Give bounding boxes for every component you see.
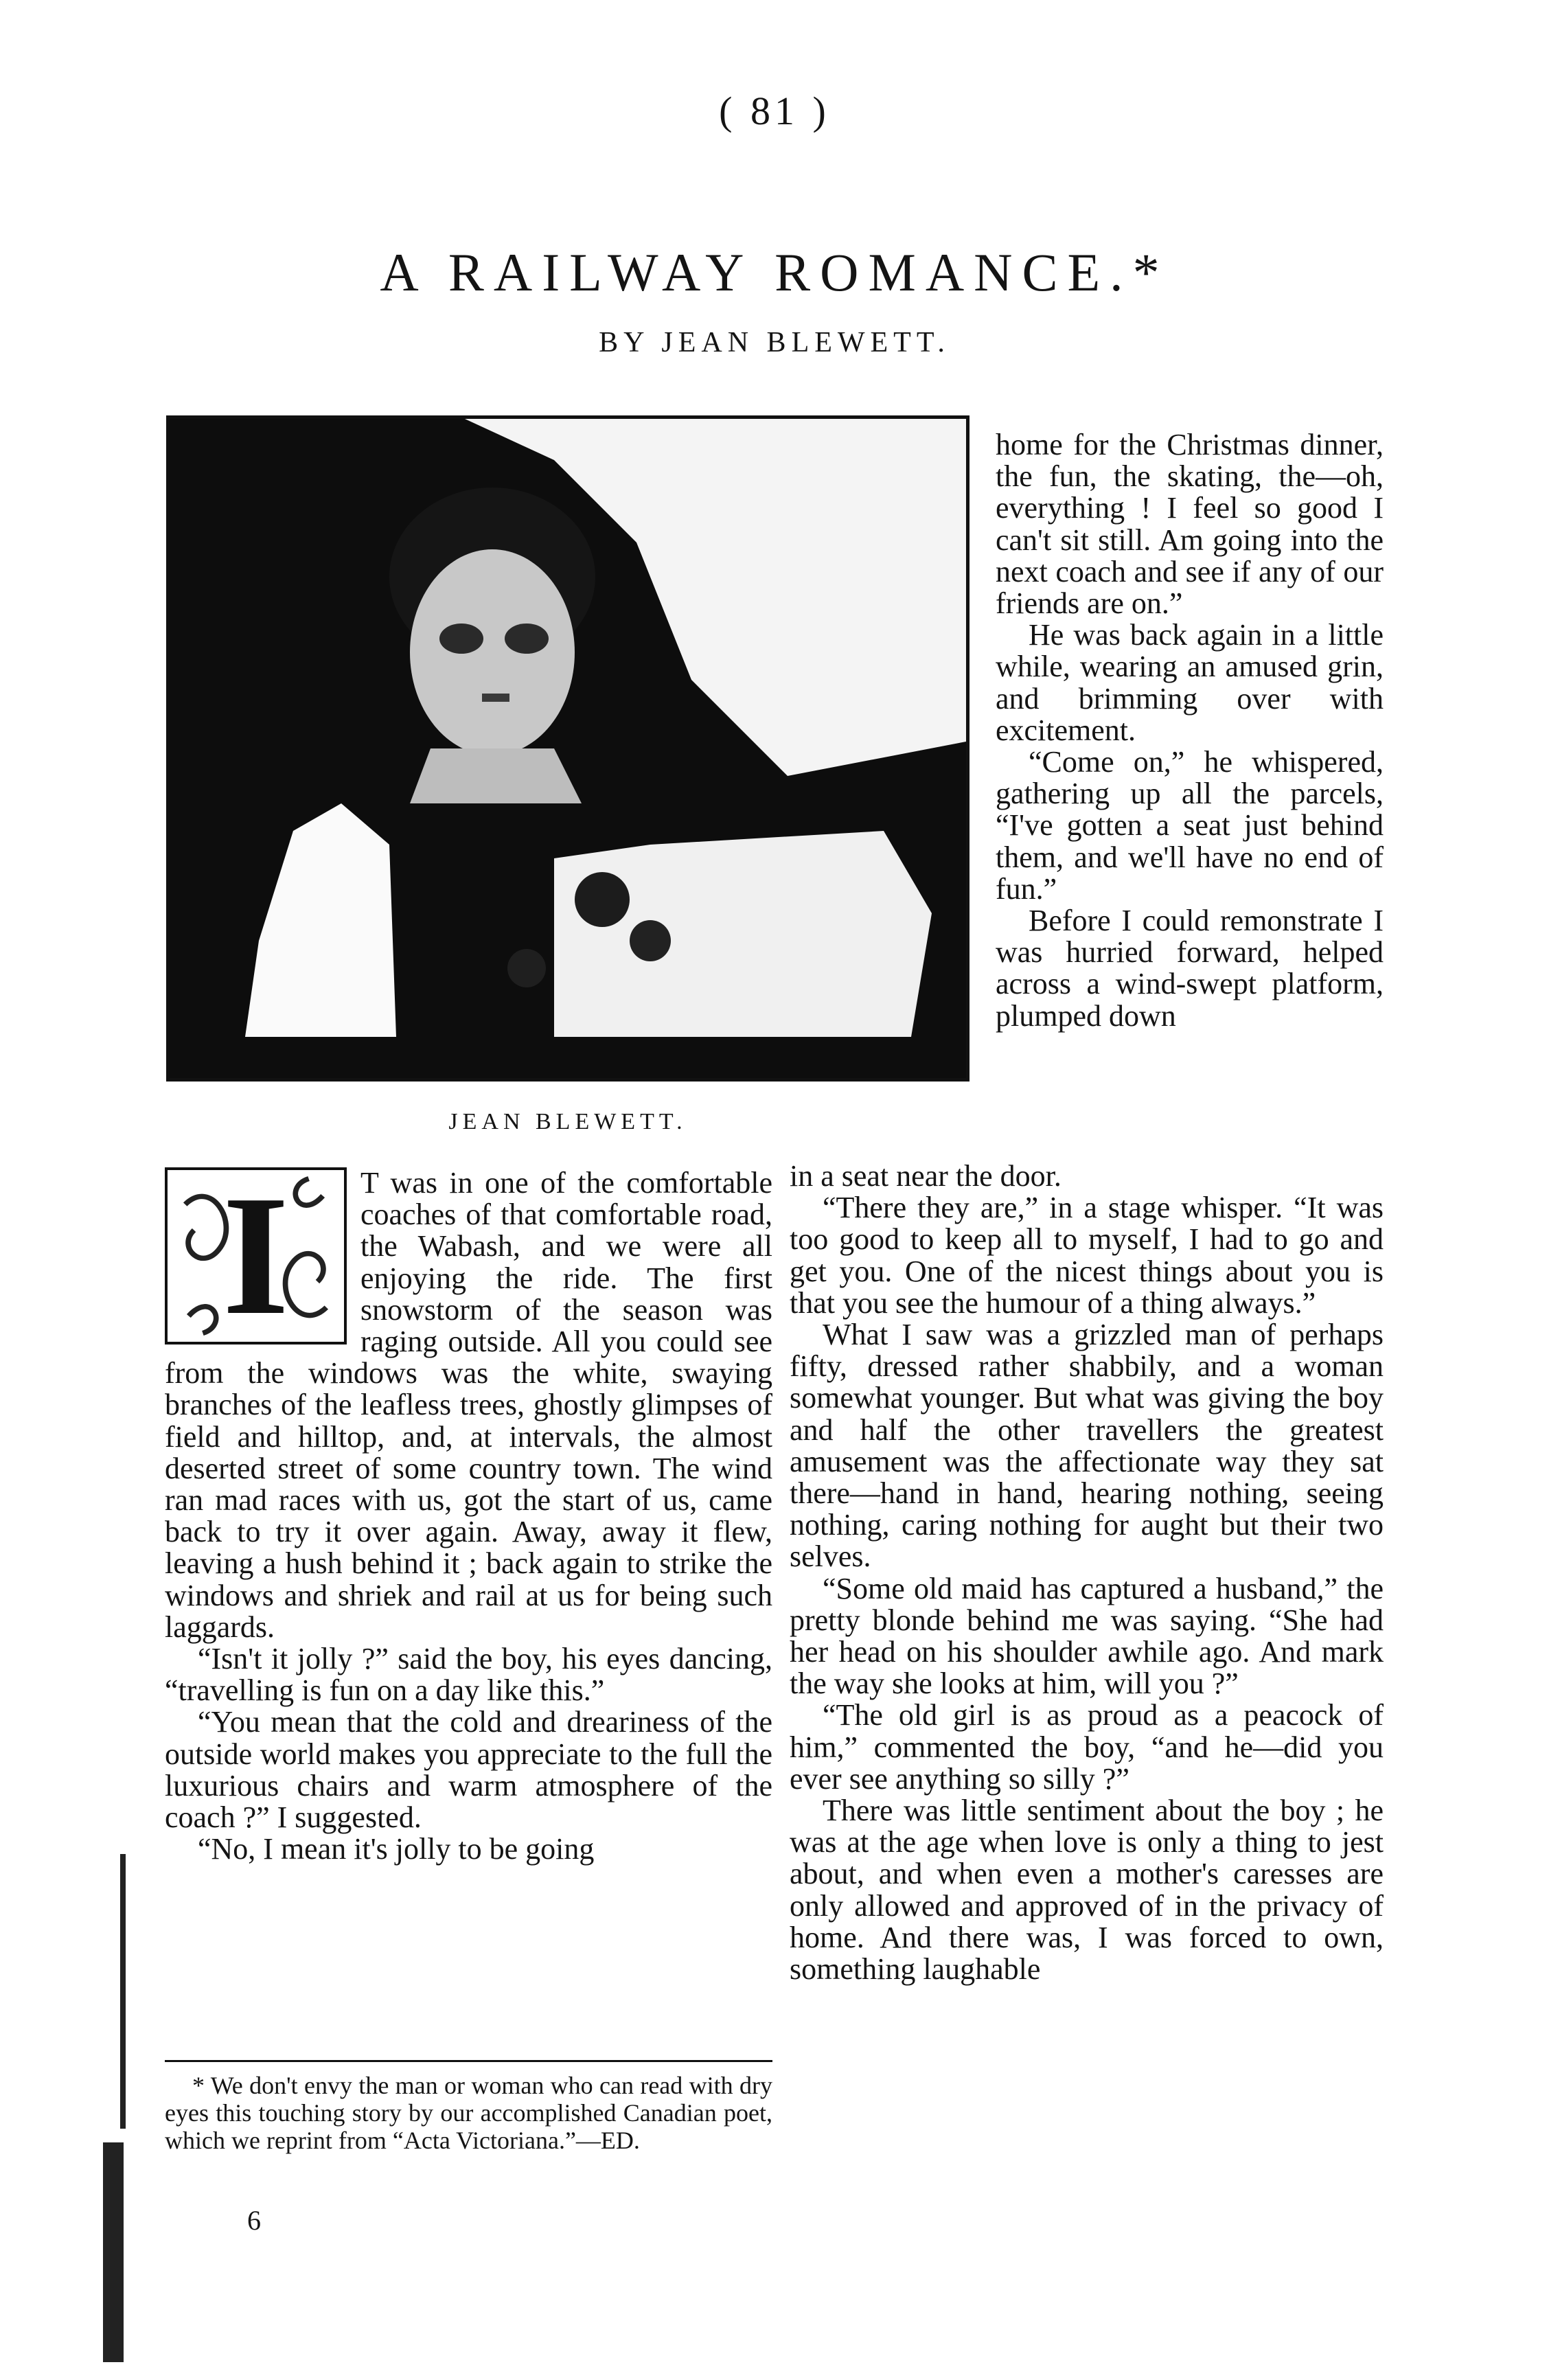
left-column <box>165 1160 772 1866</box>
scan-edge-mark <box>103 2142 124 2362</box>
paragraph: Before I could remonstrate I was hurried forward, helped across a wind-swept platform, plumped down <box>996 904 1384 1033</box>
paragraph: He was back again in a little while, wearing an amused grin, and brimming over with excitement. <box>996 618 1384 747</box>
scan-edge-mark <box>120 1854 126 2129</box>
paragraph: “You mean that the cold and dreariness of the outside world makes you appreciate to the full the luxurious chairs and warm atmosphere of the coach ?” I suggested. <box>165 1705 772 1835</box>
paragraph: What I saw was a grizzled man of perhaps fifty, dressed rather shabbily, and a woman somewhat younger. But what was giving the boy and half the other travellers the greatest amusement was the affectionate way they sat there—hand in hand, hearing nothing, seeing nothing, caring nothing for aught but their two selves. <box>790 1318 1384 1574</box>
paragraph: “Isn't it jolly ?” said the boy, his eyes dancing, “travelling is fun on a day like this.” <box>165 1642 772 1708</box>
footnote <box>165 2060 772 2154</box>
right-column-top <box>996 429 1384 1032</box>
signature-mark: 6 <box>247 2205 261 2236</box>
opening-paragraph: T was in one of the comfortable coaches of that comfortable road, the Wabash, and we were all enjoying the ride. The first snowstorm of the season was raging outside. All you could see from the windows was the white, swaying branches of the leafless trees, ghostly glimpses of field and hilltop, and, at intervals, the almost deserted street of some country town. The wind ran mad races with us, got the start of us, came back to try it over again. Away, away it flew, leaving a hush behind it ; back again to strike the windows and shriek and rail at us for being such laggards. <box>165 1166 772 1644</box>
paragraph: home for the Christmas dinner, the fun, the skating, the—oh, everything ! I feel so good I can't sit still. Am going into the next coach and see if any of our friends are on.” <box>996 428 1384 621</box>
byline: BY JEAN BLEWETT. <box>599 327 950 358</box>
paragraph: “Some old maid has captured a husband,” the pretty blonde behind me was saying. “She had her head on his shoulder awhile ago. And mark the way she looks at him, will you ?” <box>790 1571 1384 1701</box>
paragraph: in a seat near the door. <box>790 1159 1062 1193</box>
right-column <box>790 1160 1384 1985</box>
article-title: A RAILWAY ROMANCE.* <box>380 242 1169 302</box>
drop-cap-letter: I <box>222 1160 290 1351</box>
paragraph: “There they are,” in a stage whisper. “It was too good to keep all to myself, I had to go and get you. One of the nicest things about you is that you see the humour of a thing always.” <box>790 1191 1384 1320</box>
paragraph: “The old girl is as proud as a peacock of him,” commented the boy, “and he—did you ever see anything so silly ?” <box>790 1698 1384 1796</box>
paragraph: “Come on,” he whispered, gathering up all the parcels, “I've gotten a seat just behind them, and we'll have no end of fun.” <box>996 745 1384 906</box>
footnote-text: * We don't envy the man or woman who can read with dry eyes this touching story by our accomplished Canadian poet, which we reprint from “Acta Victoriana.”—ED. <box>165 2072 772 2154</box>
page-number: ( 81 ) <box>719 89 830 133</box>
drop-cap <box>165 1160 347 1351</box>
paragraph: There was little sentiment about the boy ; he was at the age when love is only a thing to jest about, and when even a mother's caresses are only allowed and approved of in the privacy of home. And there was, I was forced to own, something laughable <box>790 1794 1384 1987</box>
portrait-photo <box>166 415 969 1082</box>
paragraph: “No, I mean it's jolly to be going <box>198 1832 595 1866</box>
portrait-caption: JEAN BLEWETT. <box>448 1109 687 1134</box>
